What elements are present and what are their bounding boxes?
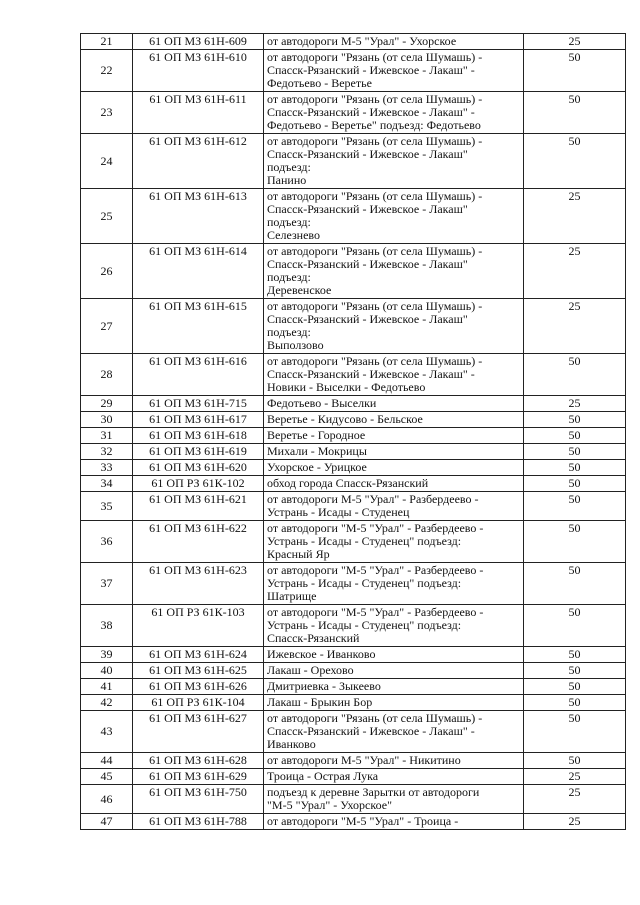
row-number: 40 [81,663,133,679]
table-row [81,695,626,711]
road-name: от автодороги "Рязань (от села Шумашь) - Спасск-Рязанский - Ижевское - Лакаш" - Федотьево - Веретье" подъезд: Федотьево [264,92,524,134]
length-value: 50 [524,563,626,605]
row-number: 34 [81,476,133,492]
row-number: 44 [81,753,133,769]
row-number: 46 [81,785,133,814]
road-id-code: 61 ОП МЗ 61Н-626 [133,679,264,695]
length-value: 50 [524,444,626,460]
row-number: 37 [81,563,133,605]
road-name: Лакаш - Орехово [264,663,524,679]
length-value: 50 [524,412,626,428]
row-number: 23 [81,92,133,134]
road-name: от автодороги "Рязань (от села Шумашь) - Спасск-Рязанский - Ижевское - Лакаш" - Иванково [264,711,524,753]
road-name: от автодороги "Рязань (от села Шумашь) - Спасск-Рязанский - Ижевское - Лакаш" подъезд: Выползово [264,299,524,354]
length-value: 50 [524,134,626,189]
row-number: 30 [81,412,133,428]
table-row [81,354,626,396]
road-id-code: 61 ОП МЗ 61Н-617 [133,412,264,428]
road-id-code: 61 ОП МЗ 61Н-715 [133,396,264,412]
road-name: Лакаш - Брыкин Бор [264,695,524,711]
row-number: 36 [81,521,133,563]
row-number: 21 [81,34,133,50]
road-name: подъезд к деревне Зарытки от автодороги "М-5 "Урал" - Ухорское" [264,785,524,814]
road-name: Федотьево - Выселки [264,396,524,412]
row-number: 24 [81,134,133,189]
length-value: 50 [524,460,626,476]
length-value: 50 [524,476,626,492]
road-id-code: 61 ОП РЗ 61К-102 [133,476,264,492]
length-value: 25 [524,769,626,785]
row-number: 42 [81,695,133,711]
road-name: от автодороги М-5 "Урал" - Никитино [264,753,524,769]
road-name: обход города Спасск-Рязанский [264,476,524,492]
length-value: 25 [524,189,626,244]
road-name: от автодороги "М-5 "Урал" - Разбердеево - Устрань - Исады - Студенец" подъезд: Шатрище [264,563,524,605]
row-number: 28 [81,354,133,396]
table-row [81,711,626,753]
table-row [81,605,626,647]
road-name: от автодороги "Рязань (от села Шумашь) - Спасск-Рязанский - Ижевское - Лакаш" - Новики - Выселки - Федотьево [264,354,524,396]
road-name: от автодороги "Рязань (от села Шумашь) - Спасск-Рязанский - Ижевское - Лакаш" подъезд: Селезнево [264,189,524,244]
length-value: 50 [524,92,626,134]
road-name: от автодороги "Рязань (от села Шумашь) - Спасск-Рязанский - Ижевское - Лакаш" - Федотьево - Веретье [264,50,524,92]
road-name: Михали - Мокрицы [264,444,524,460]
road-name: Веретье - Кидусово - Бельское [264,412,524,428]
table-row [81,50,626,92]
table-row [81,412,626,428]
row-number: 22 [81,50,133,92]
row-number: 26 [81,244,133,299]
row-number: 47 [81,814,133,830]
road-id-code: 61 ОП МЗ 61Н-612 [133,134,264,189]
road-id-code: 61 ОП МЗ 61Н-624 [133,647,264,663]
table-row [81,769,626,785]
road-id-code: 61 ОП МЗ 61Н-611 [133,92,264,134]
length-value: 50 [524,354,626,396]
table-row [81,476,626,492]
road-name: от автодороги "Рязань (от села Шумашь) - Спасск-Рязанский - Ижевское - Лакаш" подъезд: Панино [264,134,524,189]
road-id-code: 61 ОП МЗ 61Н-750 [133,785,264,814]
row-number: 29 [81,396,133,412]
table-row [81,785,626,814]
row-number: 31 [81,428,133,444]
road-name: Веретье - Городное [264,428,524,444]
table-row [81,428,626,444]
road-name: от автодороги "Рязань (от села Шумашь) - Спасск-Рязанский - Ижевское - Лакаш" подъезд: Деревенское [264,244,524,299]
table-row [81,460,626,476]
length-value: 50 [524,492,626,521]
length-value: 25 [524,396,626,412]
length-value: 25 [524,785,626,814]
length-value: 50 [524,753,626,769]
table-row [81,753,626,769]
road-name: Дмитриевка - Зыкеево [264,679,524,695]
table-row [81,444,626,460]
table-row [81,563,626,605]
row-number: 27 [81,299,133,354]
road-id-code: 61 ОП МЗ 61Н-627 [133,711,264,753]
length-value: 25 [524,34,626,50]
length-value: 50 [524,679,626,695]
table-row [81,521,626,563]
length-value: 50 [524,663,626,679]
table-row [81,663,626,679]
row-number: 38 [81,605,133,647]
road-id-code: 61 ОП РЗ 61К-103 [133,605,264,647]
road-name: от автодороги М-5 "Урал" - Разбердеево - Устрань - Исады - Студенец [264,492,524,521]
road-id-code: 61 ОП МЗ 61Н-615 [133,299,264,354]
table-row [81,492,626,521]
road-id-code: 61 ОП МЗ 61Н-616 [133,354,264,396]
row-number: 41 [81,679,133,695]
length-value: 50 [524,695,626,711]
row-number: 45 [81,769,133,785]
length-value: 50 [524,428,626,444]
row-number: 35 [81,492,133,521]
road-id-code: 61 ОП МЗ 61Н-628 [133,753,264,769]
road-name: Ухорское - Урицкое [264,460,524,476]
row-number: 32 [81,444,133,460]
length-value: 50 [524,605,626,647]
length-value: 50 [524,521,626,563]
length-value: 25 [524,299,626,354]
road-id-code: 61 ОП РЗ 61К-104 [133,695,264,711]
row-number: 43 [81,711,133,753]
table-row [81,679,626,695]
road-id-code: 61 ОП МЗ 61Н-620 [133,460,264,476]
road-id-code: 61 ОП МЗ 61Н-629 [133,769,264,785]
road-id-code: 61 ОП МЗ 61Н-619 [133,444,264,460]
length-value: 50 [524,647,626,663]
table-row [81,299,626,354]
road-id-code: 61 ОП МЗ 61Н-610 [133,50,264,92]
table-row [81,189,626,244]
road-id-code: 61 ОП МЗ 61Н-621 [133,492,264,521]
road-id-code: 61 ОП МЗ 61Н-614 [133,244,264,299]
table-row [81,92,626,134]
table-row [81,134,626,189]
row-number: 33 [81,460,133,476]
table-row [81,396,626,412]
road-id-code: 61 ОП МЗ 61Н-613 [133,189,264,244]
roads-table [80,33,626,830]
road-id-code: 61 ОП МЗ 61Н-788 [133,814,264,830]
table-row [81,814,626,830]
length-value: 25 [524,244,626,299]
table-row [81,34,626,50]
road-name: от автодороги "М-5 "Урал" - Разбердеево - Устрань - Исады - Студенец" подъезд: Красный Яр [264,521,524,563]
length-value: 25 [524,814,626,830]
road-id-code: 61 ОП МЗ 61Н-609 [133,34,264,50]
road-name: от автодороги "М-5 "Урал" - Троица - [264,814,524,830]
road-id-code: 61 ОП МЗ 61Н-618 [133,428,264,444]
roads-table-body [81,34,626,830]
length-value: 50 [524,711,626,753]
table-row [81,244,626,299]
row-number: 39 [81,647,133,663]
road-name: Троица - Острая Лука [264,769,524,785]
road-name: Ижевское - Иванково [264,647,524,663]
road-id-code: 61 ОП МЗ 61Н-623 [133,563,264,605]
road-id-code: 61 ОП МЗ 61Н-622 [133,521,264,563]
table-row [81,647,626,663]
row-number: 25 [81,189,133,244]
road-name: от автодороги "М-5 "Урал" - Разбердеево - Устрань - Исады - Студенец" подъезд: Спасск-Рязанский [264,605,524,647]
length-value: 50 [524,50,626,92]
road-name: от автодороги М-5 "Урал" - Ухорское [264,34,524,50]
road-id-code: 61 ОП МЗ 61Н-625 [133,663,264,679]
